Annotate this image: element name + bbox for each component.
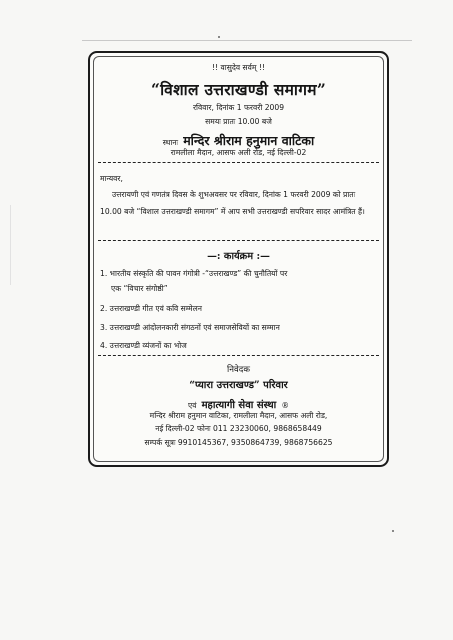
program-item-number: 2.: [100, 304, 108, 313]
program-item-3: [100, 323, 280, 333]
program-item-4: [100, 341, 187, 351]
registered-mark: ®: [281, 401, 289, 410]
invitation-card: [88, 51, 389, 467]
program-item-1-continued: एक “विचार संगोष्ठी”: [111, 284, 168, 293]
scan-speck: [218, 36, 220, 38]
org-secondary: महात्यागी सेवा संस्था: [201, 400, 277, 411]
org-secondary-line: [90, 393, 387, 412]
requester-label: निवेदक: [227, 365, 250, 375]
venue-label: स्थानः: [162, 138, 179, 147]
footer-address: मन्दिर श्रीराम हनुमान वाटिका, रामलीला मैदान, आसफ अली रोड,: [149, 411, 328, 420]
footer-contact: सम्पर्क सूत्रः 9910145367, 9350864739, 9868756625: [144, 438, 333, 447]
program-item-text: उत्तराखण्डी व्यंजनों का भोज: [109, 341, 187, 350]
org-primary: “प्यारा उत्तराखण्ड” परिवार: [189, 380, 288, 391]
scan-line-left: [10, 205, 11, 285]
program-item-text: उत्तराखण्डी आंदोलनकारी संगठनों एवं समाजसेवियों का सम्मान: [109, 323, 280, 332]
salutation: मान्यवर,: [100, 174, 123, 183]
conjunction: एवं: [188, 401, 197, 410]
scan-speck: [392, 530, 394, 532]
event-date: रविवार, दिनांक 1 फरवरी 2009: [192, 103, 285, 112]
program-heading: —: कार्यक्रम :—: [207, 251, 270, 262]
invitation-body: उत्तरायणी एवं गणतंत्र दिवस के शुभअवसर पर रविवार, दिनांक 1 फरवरी 2009 को प्रातः 10.00 बजे “विशाल उत्तराखण्डी समागम” में आप सभी उत्तराखण्डी सपरिवार सादर आमंत्रित हैं।: [100, 190, 365, 216]
dashed-divider: [98, 240, 379, 241]
program-item-number: 3.: [100, 323, 108, 332]
event-title: “विशाल उत्तराखण्डी समागम”: [150, 80, 327, 99]
program-item-1: [100, 269, 287, 279]
scan-line-top: [82, 40, 412, 41]
footer-phone: नई दिल्ली-02 फोनः 011 23230060, 9868658449: [155, 424, 322, 433]
dashed-divider: [98, 162, 379, 163]
venue-address: रामलीला मैदान, आसफ अली रोड, नई दिल्ली-02: [170, 148, 307, 157]
venue-line: [90, 130, 387, 149]
program-item-2: [100, 304, 202, 314]
event-time: समयः प्रातः 10.00 बजे: [205, 117, 272, 126]
program-item-number: 1.: [100, 269, 108, 278]
program-item-text: उत्तराखण्डी गीत एवं कवि सम्मेलन: [109, 304, 202, 313]
venue-name: मन्दिर श्रीराम हनुमान वाटिका: [183, 133, 315, 148]
program-item-text: भारतीय संस्कृति की पावन गंगोत्री -“उत्तराखण्ड” की चुनौतियों पर: [109, 269, 288, 278]
blessing-line: !! वासुदेव सर्वम् !!: [212, 63, 265, 72]
dashed-divider: [98, 355, 379, 356]
program-item-number: 4.: [100, 341, 108, 350]
